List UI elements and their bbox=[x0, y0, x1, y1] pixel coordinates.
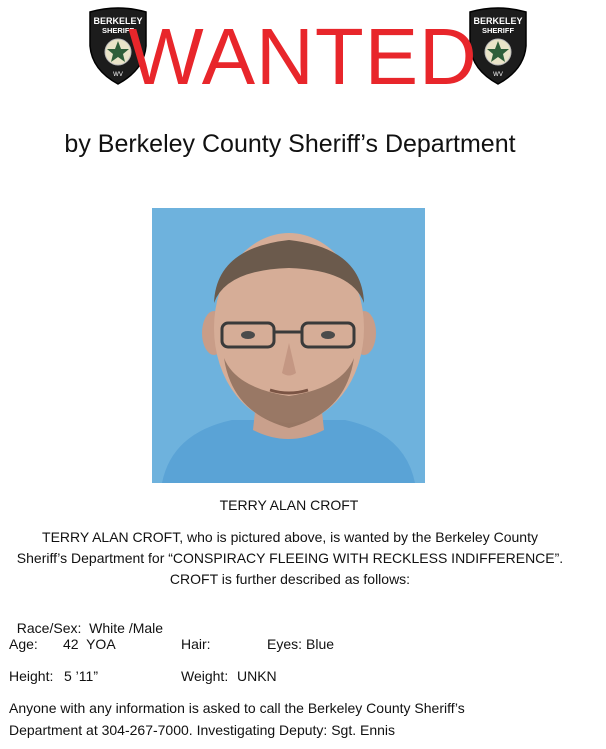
description-line: TERRY ALAN CROFT, who is pictured above, is wanted by the Berkeley County bbox=[42, 529, 538, 545]
badge-bottom-text: WV bbox=[493, 72, 503, 78]
age-value: 42 YOA bbox=[63, 636, 116, 652]
eyes-label: Eyes: bbox=[267, 636, 303, 652]
suspect-photo bbox=[152, 208, 425, 483]
age-label: Age: bbox=[9, 636, 38, 652]
race-sex-label: Race/Sex: bbox=[16, 620, 82, 636]
description-line: CROFT is further described as follows: bbox=[169, 571, 411, 587]
contact-line: Anyone with any information is asked to call the Berkeley County Sheriff’s bbox=[9, 700, 465, 716]
eyes-value: Blue bbox=[306, 636, 335, 652]
badge-top-text: BERKELEY bbox=[93, 16, 143, 26]
description-line: Sheriff’s Department for “CONSPIRACY FLEEING WITH RECKLESS INDIFFERENCE”. bbox=[16, 550, 564, 566]
weight-value: UNKN bbox=[237, 668, 277, 684]
badge-mid-text: SHERIFF bbox=[481, 26, 515, 35]
badge-top-text: BERKELEY bbox=[473, 16, 523, 26]
suspect-portrait-image bbox=[152, 208, 425, 483]
badge-mid-text: SHERIFF bbox=[101, 26, 135, 35]
description-paragraph bbox=[6, 527, 574, 590]
height-label: Height: bbox=[9, 668, 54, 684]
height-value: 5 ’11” bbox=[64, 668, 98, 684]
hair-label: Hair: bbox=[181, 636, 211, 652]
badge-bottom-text: WV bbox=[113, 72, 123, 78]
page-subtitle: by Berkeley County Sheriff’s Department bbox=[64, 130, 516, 158]
weight-label: Weight: bbox=[181, 668, 229, 684]
suspect-name-caption: TERRY ALAN CROFT bbox=[219, 497, 359, 513]
wanted-title: WANTED bbox=[128, 12, 478, 101]
contact-paragraph bbox=[9, 697, 589, 741]
race-sex-value: White /Male bbox=[89, 620, 164, 636]
contact-line: Department at 304-267-7000. Investigating Deputy: Sgt. Ennis bbox=[9, 722, 396, 738]
race-sex-row bbox=[9, 604, 163, 636]
